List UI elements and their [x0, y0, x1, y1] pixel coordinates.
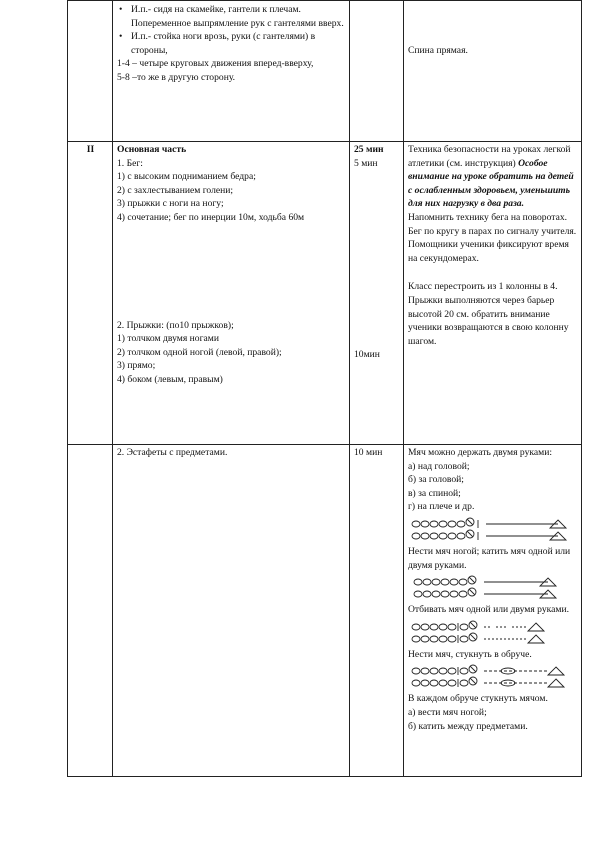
- text-line: 5-8 –то же в другую сторону.: [117, 71, 236, 83]
- notes-cell: [404, 142, 582, 445]
- table-row: [68, 1, 582, 142]
- part-number-cell: [68, 445, 113, 777]
- hold-intro: Мяч можно держать двумя руками:: [408, 447, 553, 458]
- time-cell: [350, 1, 404, 142]
- part-number: II: [68, 142, 113, 445]
- relay-time: 10 мин: [354, 447, 383, 458]
- list-item: 1) толчком двумя ногами: [117, 333, 219, 345]
- part-number-cell: [68, 1, 113, 142]
- time-cell: [350, 142, 404, 445]
- relay-diagram: [408, 517, 578, 543]
- task-text: В каждом обруче стукнуть мячом.: [408, 693, 548, 705]
- lesson-plan-table: [67, 0, 582, 777]
- relay-diagram: [408, 664, 578, 690]
- notes-cell: [404, 1, 582, 142]
- jumps-time: 10мин: [354, 349, 380, 361]
- content-cell: [113, 142, 350, 445]
- list-item: 4) сочетание; бег по инерции 10м, ходьба 60м: [117, 211, 305, 223]
- list-item: в) за спиной;: [408, 487, 461, 499]
- list-item: б) за головой;: [408, 474, 464, 486]
- list-item: • И.п.- сидя на скамейке, гантели к плечам. Попеременное выпрямление рук с гантелями вверх.: [117, 3, 346, 30]
- list-item: а) над головой;: [408, 460, 470, 472]
- list-item: 2) толчком одной ногой (левой, правой);: [117, 346, 282, 358]
- text-line: 1-4 – четыре круговых движения вперед-вверху,: [117, 58, 314, 70]
- health-note: Особое внимание на уроке обратить на детей с ослабленным здоровьем, уменьшить для них нагрузку в два раза.: [408, 157, 574, 210]
- time-cell: [350, 445, 404, 777]
- table-row: [68, 142, 582, 445]
- notes-cell: [404, 445, 582, 777]
- jumps-heading: 2. Прыжки: (по10 прыжков);: [117, 319, 234, 331]
- running-note: Напомнить технику бега на поворотах. Бег по кругу в парах по сигналу учителя. Помощники ученики фиксируют время на секундомерах.: [408, 211, 577, 264]
- list-item: 1) с высоким подниманием бедра;: [117, 171, 256, 183]
- list-item: г) на плече и др.: [408, 501, 475, 513]
- relay-heading: 2. Эстафеты с предметами.: [117, 447, 228, 458]
- task-text: Отбивать мяч одной или двумя руками.: [408, 604, 570, 616]
- relay-diagram: [408, 620, 578, 646]
- list-item: а) вести мяч ногой;: [408, 706, 487, 718]
- task-text: Нести мяч ногой; катить мяч одной или двумя руками.: [408, 545, 571, 571]
- list-item: • И.п.- стойка ноги врозь, руки (с гантелями) в стороны,: [117, 30, 346, 57]
- list-item: 3) прыжки с ноги на ногу;: [117, 198, 224, 210]
- relay-diagram: [408, 575, 578, 601]
- run-heading: 1. Бег:: [117, 157, 143, 169]
- list-item: 2) с захлестыванием голени;: [117, 184, 234, 196]
- note-text: Спина прямая.: [408, 45, 468, 56]
- jumps-note: Класс перестроить из 1 колонны в 4. Прыжки выполняются через барьер высотой 20 см. обратить внимание ученики возвращаются в свою колонну шагом.: [408, 281, 569, 347]
- list-item: б) катить между предметами.: [408, 720, 528, 732]
- list-item: 4) боком (левым, правым): [117, 373, 223, 385]
- section-title: Основная часть: [117, 144, 187, 155]
- list-item: 3) прямо;: [117, 360, 156, 372]
- table-row: [68, 445, 582, 777]
- task-text: Нести мяч, стукнуть в обруче.: [408, 648, 532, 660]
- run-time: 5 мин: [354, 157, 378, 169]
- safety-note: Техника безопасности на уроках легкой атлетики (см. инструкция): [408, 144, 571, 169]
- content-cell: [113, 445, 350, 777]
- content-cell: [113, 1, 350, 142]
- main-part-time: 25 мин: [354, 144, 384, 155]
